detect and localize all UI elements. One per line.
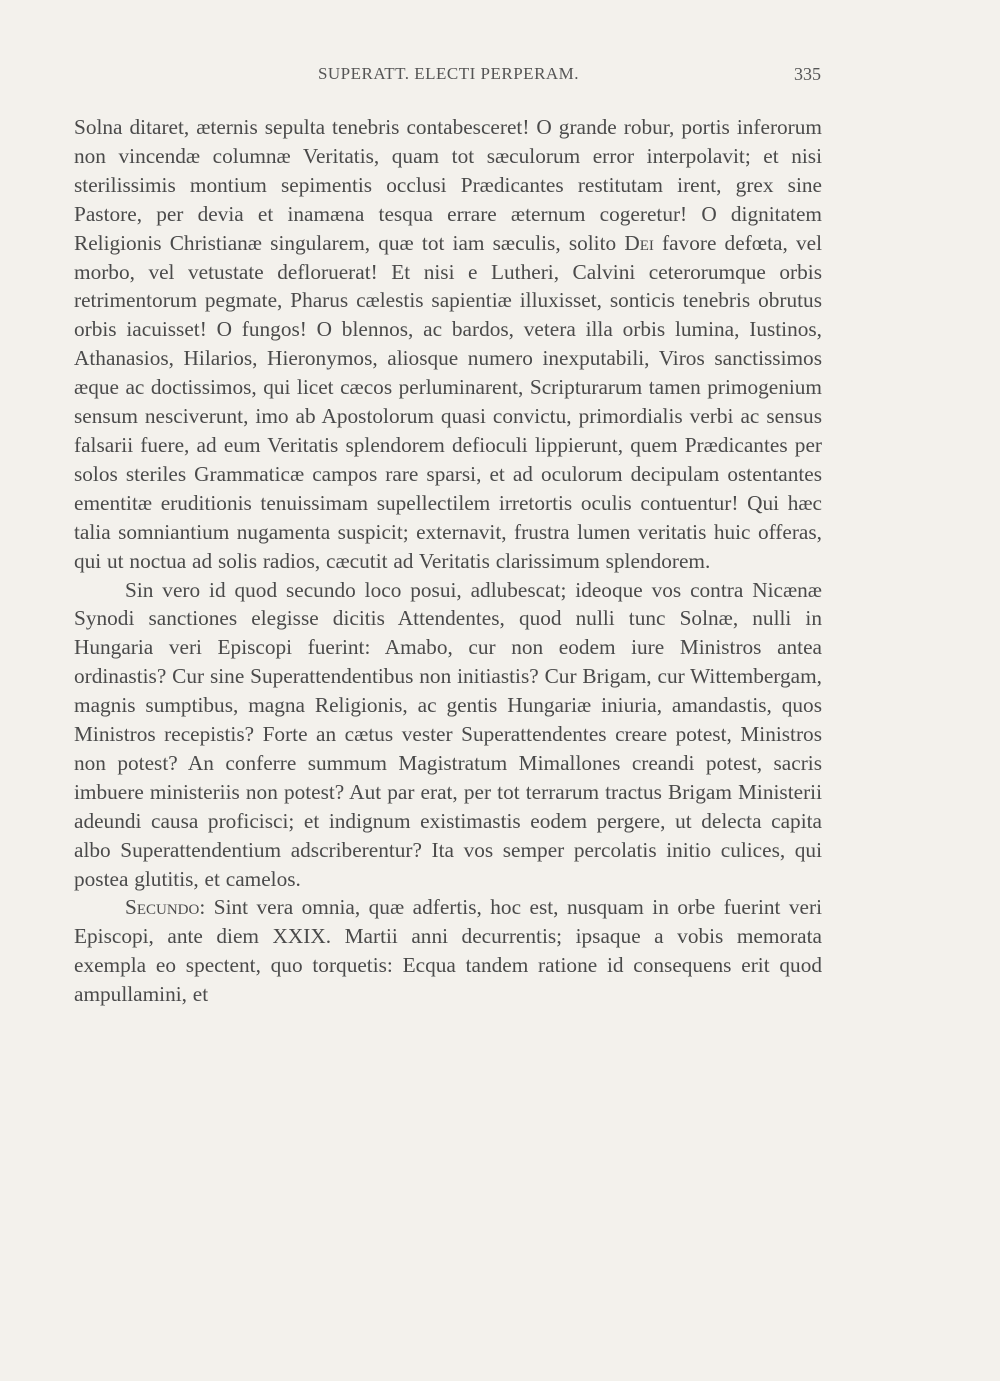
small-caps-secundo: Secundo [125,895,200,920]
page-number: 335 [794,64,821,84]
running-head [76,64,821,94]
paragraph-3 [74,893,822,1009]
body-text [74,113,822,1009]
small-caps-dei: Dei [624,230,654,255]
paragraph-1-continuation: favore defœta, vel morbo, vel vetustate defloruerat! Et nisi e Lutheri, Calvini ceterorumque orbis retrimentorum pegmate, Pharus cælestis sapientiæ illuxisset, sonticis tenebris obrutus orbis iacuisset! O fungos! O blennos, ac bardos, vetera illa orbis lumina, Iustinos, Athanasios, Hilarios, Hieronymos, aliosque numero inexputabili, Viros sanctissimos æque ac doctissimos, qui licet cæcos perluminarent, Scripturarum tamen primogenium sensum nesciverunt, imo ab Apostolorum quasi convictu, primordialis verbi ac sensus falsarii fuere, ad eum Veritatis splendorem defioculi lippierunt, quem Prædicantes per solos steriles Grammaticæ campos rare sparsi, et ad oculorum decipulam ostentantes ementitæ eruditionis tenuissimam supellectilem irretortis oculis contuentur! Qui hæc talia somniantium nugamenta suspicit; externavit, frustra lumen veritatis huic offeras, qui ut noctua ad solis radios, cæcutit ad Veritatis clarissimum splendorem. [74,230,822,573]
paragraph-1 [74,113,822,576]
paragraph-3-text: : Sint vera omnia, quæ adfertis, hoc est, nusquam in orbe fuerint veri Episcopi, ante diem XXIX. Martii anni decurrentis; ipsaque a vobis memorata exempla eo spectent, quo torquetis: Ecqua tandem ratione id consequens erit quod ampullamini, et [74,895,822,1007]
paragraph-1-text: Solna ditaret, æternis sepulta tenebris contabesceret! O grande robur, portis inferorum non vincendæ columnæ Veritatis, quam tot sæculorum error interpolavit; et nisi sterilissimis montium sepimentis occlusi Prædicantes restitutam irent, grex sine Pastore, per devia et inamæna tesqua errare æternum cogeretur! O dignitatem Religionis Christianæ singularem, quæ tot iam sæculis, solito [74,115,822,255]
paragraph-2: Sin vero id quod secundo loco posui, adlubescat; ideoque vos contra Nicænæ Synodi sanctiones elegisse dicitis Attendentes, quod nulli tunc Solnæ, nulli in Hungaria veri Episcopi fuerint: Amabo, cur non eodem iure Ministros antea ordinastis? Cur sine Superattendentibus non initiastis? Cur Brigam, cur Wittembergam, magnis sumptibus, magna Religionis, ac gentis Hungariæ iniuria, amandastis, quos Ministros recepistis? Forte an cætus vester Superattendentes creare potest, Ministros non potest? An conferre summum Magistratum Mimallones creandi potest, sacris imbuere ministeriis non potest? Aut par erat, per tot terrarum tractus Brigam Ministerii adeundi causa proficisci; et indignum existimastis eodem pergere, ut delecta capita albo Superattendentium adscriberentur? Ita vos semper percolatis initio culices, qui postea glutitis, et camelos. [74,577,822,891]
running-title: SUPERATT. ELECTI PERPERAM. [317,64,580,83]
